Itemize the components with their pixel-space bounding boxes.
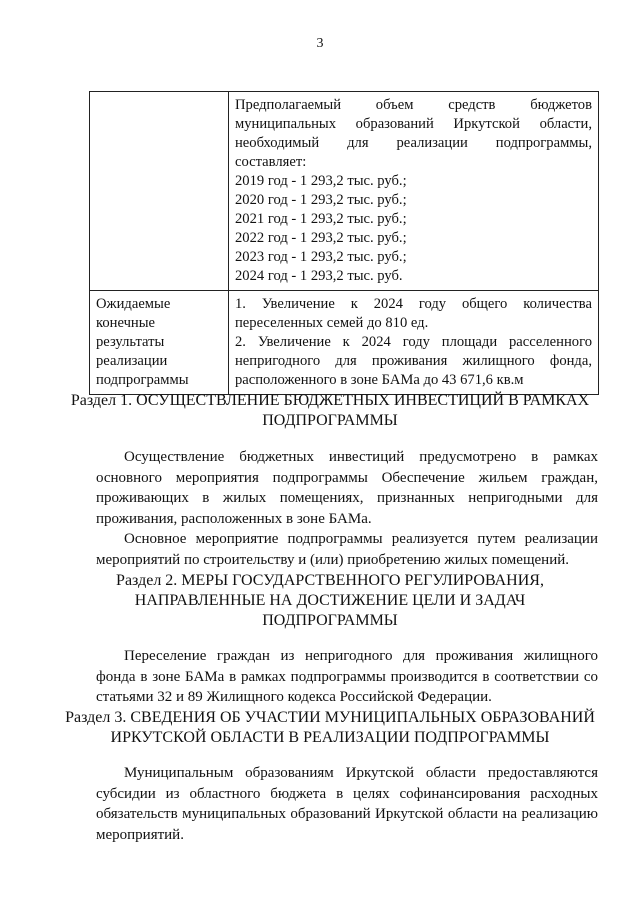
paragraph-line: статьями 32 и 89 Жилищного кодекса Российской Федерации. [96,689,492,705]
heading-line: Раздел 1. ОСУЩЕСТВЛЕНИЕ БЮДЖЕТНЫХ ИНВЕСТИЦИЙ В РАМКАХ [70,392,590,409]
funding-line: Предполагаемый объем средств бюджетов [235,97,592,113]
paragraph-line: субсидии из областного бюджета в целях софинансирования расходных [96,785,598,802]
section-3-paragraph-1 [96,763,598,845]
paragraph-line: мероприятий по строительству и (или) приобретению жилых помещений. [96,551,569,568]
funding-year-line: 2020 год - 1 293,2 тыс. руб.; [235,192,407,208]
results-label-line: результаты [96,334,165,350]
heading-line: НАПРАВЛЕННЫЕ НА ДОСТИЖЕНИЕ ЦЕЛИ И ЗАДАЧ [134,592,526,609]
funding-line: составляет: [235,154,307,170]
funding-row [90,92,599,291]
funding-label-cell [90,92,229,291]
page-number: 3 [316,36,324,51]
subprogram-passport-table [89,91,599,395]
paragraph-line: фонда в зоне БАМа в рамках подпрограммы производится в соответствии со [96,668,598,685]
paragraph-line: Переселение граждан из непригодного для проживания жилищного [124,648,598,664]
funding-year-line: 2019 год - 1 293,2 тыс. руб.; [235,173,407,189]
funding-year-line: 2024 год - 1 293,2 тыс. руб. [235,268,403,284]
paragraph-line: основного мероприятия подпрограммы Обеспечение жильем граждан, [96,469,598,486]
paragraph-line: Основное мероприятие подпрограммы реализуется путем реализации [124,531,598,547]
results-row [90,291,599,395]
heading-line: Раздел 3. СВЕДЕНИЯ ОБ УЧАСТИИ МУНИЦИПАЛЬНЫХ ОБРАЗОВАНИЙ [65,709,595,726]
section-1-paragraph-1 [96,447,598,529]
paragraph-line: проживающих в жилых помещениях, признанных непригодными для [96,490,598,506]
funding-line: необходимый для реализации подпрограммы, [235,135,592,151]
results-line: 2. Увеличение к 2024 году площади расселенного [235,334,592,350]
funding-year-line: 2022 год - 1 293,2 тыс. руб.; [235,230,407,246]
heading-line: ИРКУТСКОЙ ОБЛАСТИ В РЕАЛИЗАЦИИ ПОДПРОГРАММЫ [110,729,550,746]
section-2-heading [60,571,600,631]
section-2-paragraph-1 [96,646,598,708]
results-line: непригодного для проживания жилищного фонда, [235,353,592,369]
results-label-line: Ожидаемые [96,296,171,312]
results-content-cell [229,291,599,395]
funding-line: муниципальных образований Иркутской области, [235,116,592,132]
paragraph-line: Осуществление бюджетных инвестиций предусмотрено в рамках [124,449,598,465]
heading-line: ПОДПРОГРАММЫ [262,412,398,429]
heading-line: Раздел 2. МЕРЫ ГОСУДАРСТВЕННОГО РЕГУЛИРОВАНИЯ, [116,572,544,589]
results-label-line: реализации [96,353,168,369]
results-label-cell [90,291,229,395]
section-1-paragraph-2 [96,529,598,570]
section-3-heading [60,708,600,748]
results-label-line: подпрограммы [96,372,189,388]
section-1-heading [60,391,600,431]
results-line: переселенных семей до 810 ед. [235,315,429,331]
results-label-line: конечные [96,315,156,331]
paragraph-line: мероприятий. [96,826,184,843]
paragraph-line: проживания, расположенных в зоне БАМа. [96,510,372,527]
funding-content-cell [229,92,599,291]
funding-year-line: 2021 год - 1 293,2 тыс. руб.; [235,211,407,227]
paragraph-line: обязательств муниципальных образований Иркутской области на реализацию [96,806,598,822]
funding-year-line: 2023 год - 1 293,2 тыс. руб.; [235,249,407,265]
results-line: расположенного в зоне БАМа до 43 671,6 кв.м [235,372,524,388]
heading-line: ПОДПРОГРАММЫ [262,612,398,629]
paragraph-line: Муниципальным образованиям Иркутской области предоставляются [124,765,598,781]
results-line: 1. Увеличение к 2024 году общего количества [235,296,592,312]
